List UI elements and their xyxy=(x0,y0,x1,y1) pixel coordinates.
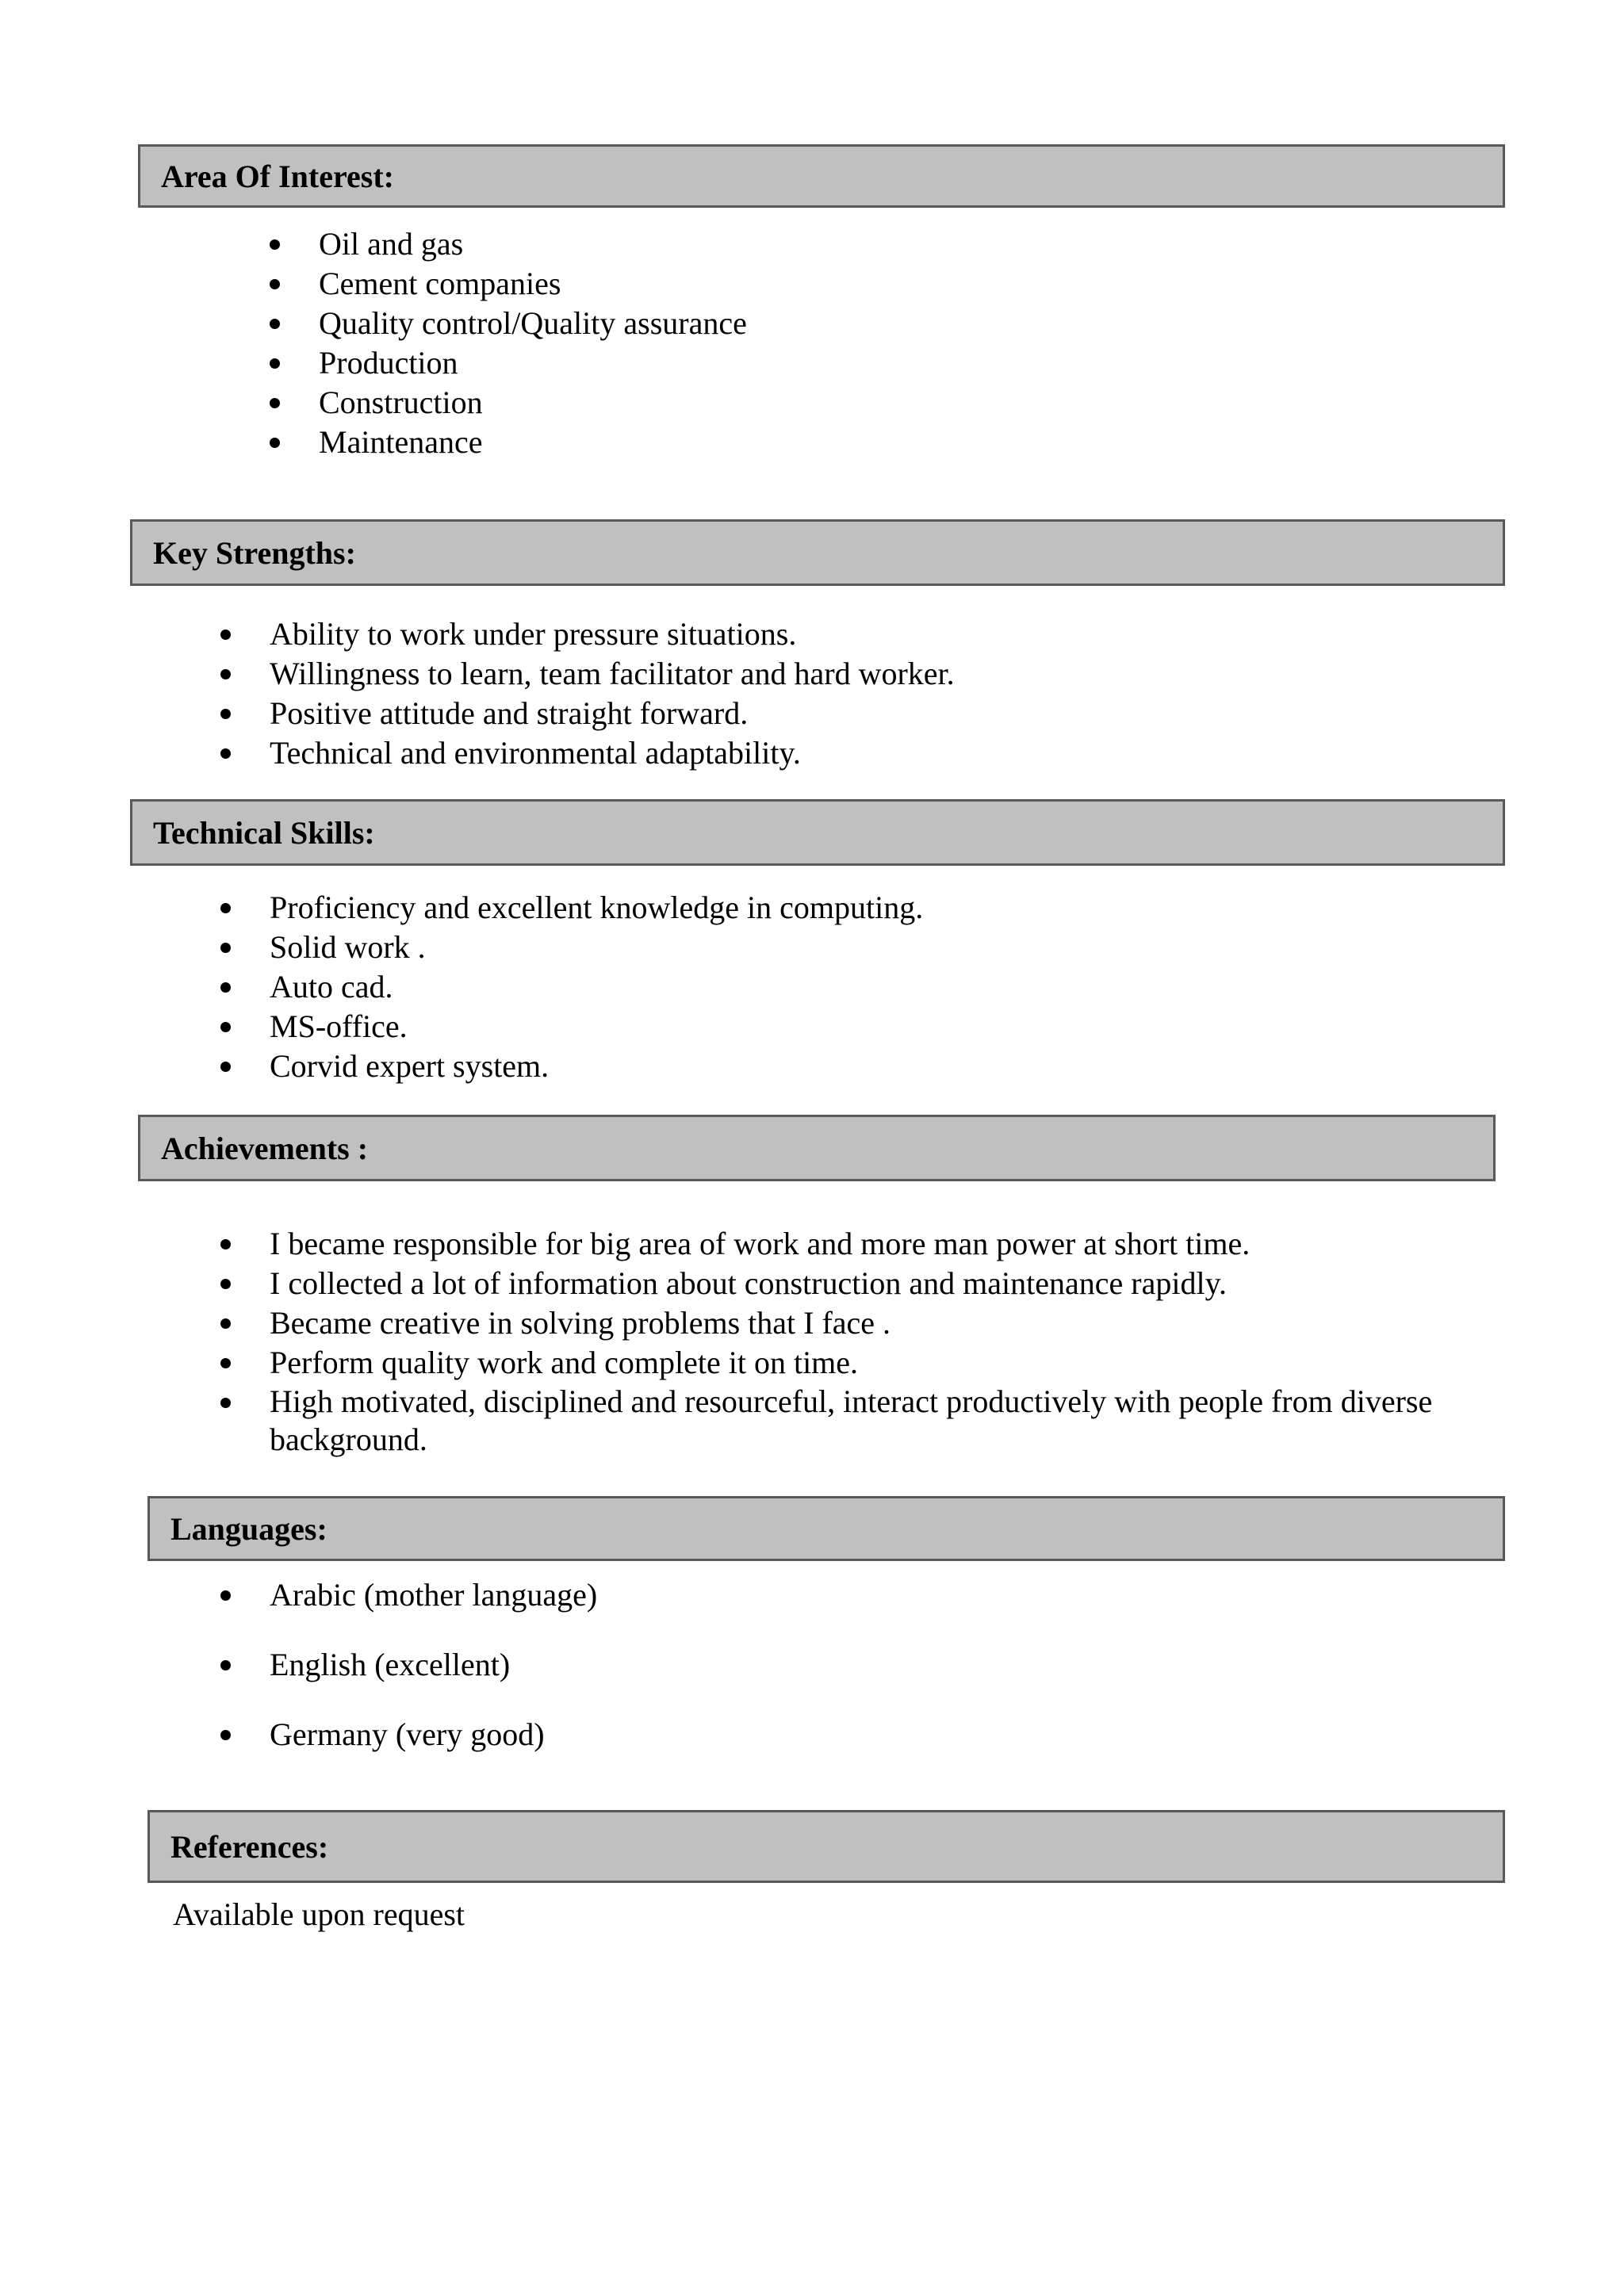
key-strengths-header xyxy=(130,519,1505,586)
list-item: Technical and environmental adaptability. xyxy=(220,733,1489,773)
list-item: Quality control/Quality assurance xyxy=(270,304,1459,343)
references-header xyxy=(147,1810,1505,1883)
list-item: Proficiency and excellent knowledge in computing. xyxy=(220,888,1489,928)
achievements-header xyxy=(138,1115,1496,1181)
list-item: Positive attitude and straight forward. xyxy=(220,694,1489,733)
list-item: Auto cad. xyxy=(220,967,1489,1007)
list-item: Cement companies xyxy=(270,264,1459,304)
references-text: Available upon request xyxy=(173,1896,465,1932)
languages-title: Languages: xyxy=(170,1510,327,1547)
list-item: MS-office. xyxy=(220,1007,1489,1047)
key-strengths-list xyxy=(220,614,1489,773)
list-item: Construction xyxy=(270,383,1459,423)
list-item: Became creative in solving problems that I face . xyxy=(220,1303,1489,1343)
list-item: Oil and gas xyxy=(270,224,1459,264)
area-of-interest-title: Area Of Interest: xyxy=(161,158,394,194)
list-item: I became responsible for big area of work and more man power at short time. xyxy=(220,1224,1489,1264)
key-strengths-title: Key Strengths: xyxy=(153,534,356,571)
list-item: Germany (very good) xyxy=(220,1715,1489,1755)
languages-header xyxy=(147,1496,1505,1561)
references-title: References: xyxy=(170,1828,329,1865)
list-item: English (excellent) xyxy=(220,1645,1489,1685)
achievements-list xyxy=(220,1224,1489,1459)
list-item: Perform quality work and complete it on time. xyxy=(220,1343,1489,1383)
list-item: Arabic (mother language) xyxy=(220,1575,1489,1615)
list-item: Willingness to learn, team facilitator and hard worker. xyxy=(220,654,1489,694)
technical-skills-list xyxy=(220,888,1489,1086)
list-item: Maintenance xyxy=(270,423,1459,462)
list-item: Ability to work under pressure situations. xyxy=(220,614,1489,654)
list-item: Corvid expert system. xyxy=(220,1047,1489,1086)
list-item: Solid work . xyxy=(220,928,1489,967)
achievements-title: Achievements : xyxy=(161,1130,369,1166)
list-item: Production xyxy=(270,343,1459,383)
list-item: I collected a lot of information about construction and maintenance rapidly. xyxy=(220,1264,1489,1303)
technical-skills-title: Technical Skills: xyxy=(153,814,375,851)
area-of-interest-header xyxy=(138,144,1505,208)
list-item: High motivated, disciplined and resourceful, interact productively with people from diverse background. xyxy=(220,1383,1489,1459)
technical-skills-header xyxy=(130,799,1505,866)
languages-list xyxy=(220,1575,1489,1785)
area-of-interest-list xyxy=(270,224,1459,462)
